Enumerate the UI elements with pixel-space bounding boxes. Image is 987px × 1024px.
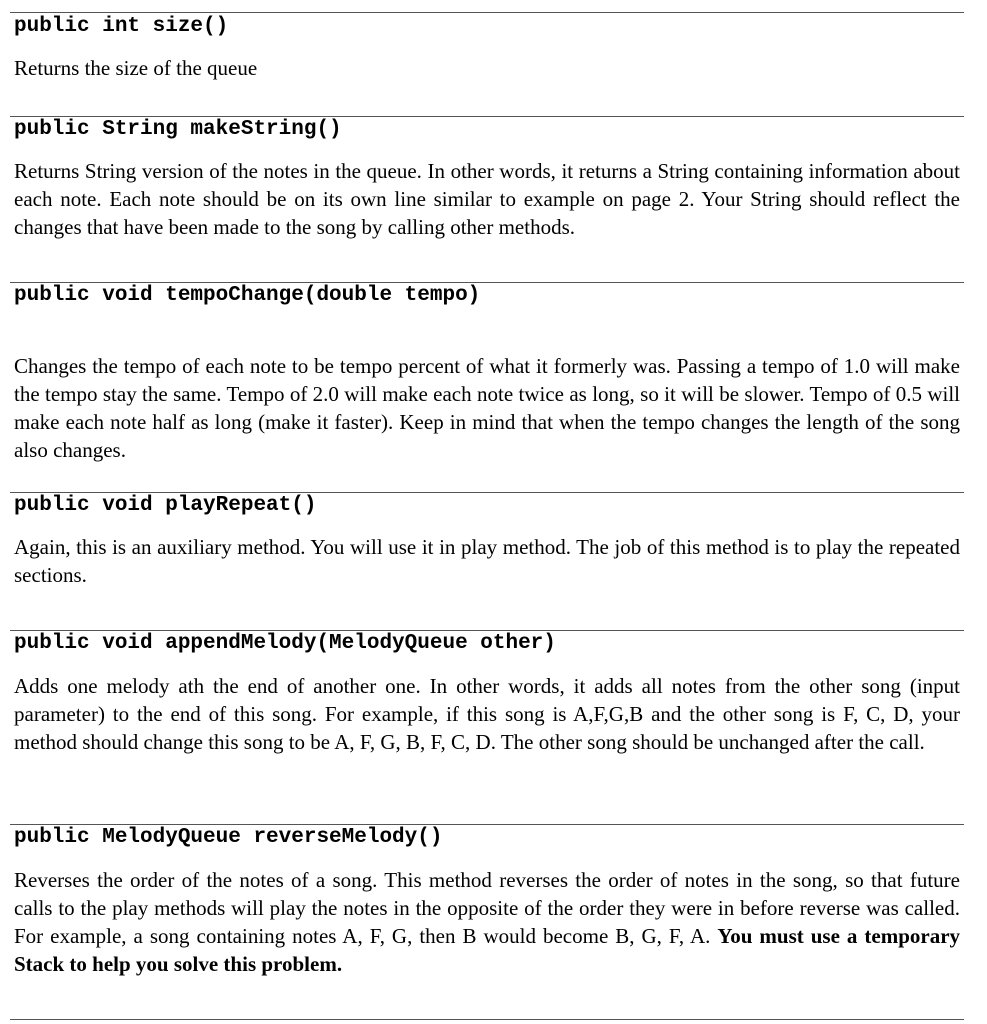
- divider: [10, 630, 964, 631]
- method-description-appendmelody: Adds one melody ath the end of another one. In other words, it adds all notes from the other song (input parameter) to the end of this song. For example, if this song is A,F,G,B and the other song is F, C, D, your method should change this song to be A, F, G, B, F, C, D. The other song should be unchanged after the call.: [14, 674, 960, 754]
- reverse-description-text: Reverses the order of the notes of a song. This method reverses the order of notes in the song, so that future calls to the play methods will play the notes in the opposite of the order they were in before reverse was called. For example, a song containing notes A, F, G, then B would become B, G, F, A.: [14, 868, 960, 948]
- divider: [10, 116, 964, 117]
- method-signature-size: public int size(): [14, 15, 229, 38]
- divider: [10, 1019, 964, 1020]
- divider: [10, 492, 964, 493]
- method-description-playrepeat: Again, this is an auxiliary method. You will use it in play method. The job of this method is to play the repeated sections.: [14, 535, 960, 587]
- method-signature-makestring: public String makeString(): [14, 118, 342, 141]
- divider: [10, 282, 964, 283]
- method-description-reversemelody: [14, 866, 960, 978]
- method-description-size: Returns the size of the queue: [14, 56, 258, 80]
- method-description-makestring: Returns String version of the notes in the queue. In other words, it returns a String containing information about each note. Each note should be on its own line similar to example on page 2. Your String should reflect the changes that have been made to the song by calling other methods.: [14, 159, 960, 239]
- method-signature-appendmelody: public void appendMelody(MelodyQueue other): [14, 632, 556, 655]
- method-description-tempochange: Changes the tempo of each note to be tempo percent of what it formerly was. Passing a tempo of 1.0 will make the tempo stay the same. Tempo of 2.0 will make each note twice as long, so it will be slower. Tempo of 0.5 will make each note half as long (make it faster). Keep in mind that when the tempo changes the length of the song also changes.: [14, 354, 960, 462]
- method-signature-tempochange: public void tempoChange(double tempo): [14, 284, 481, 307]
- reverse-bold-note: You must use a temporary Stack to help you solve this problem.: [14, 924, 961, 976]
- divider: [10, 824, 964, 825]
- method-signature-playrepeat: public void playRepeat(): [14, 494, 317, 517]
- divider: [10, 12, 964, 13]
- method-signature-reversemelody: public MelodyQueue reverseMelody(): [14, 826, 443, 849]
